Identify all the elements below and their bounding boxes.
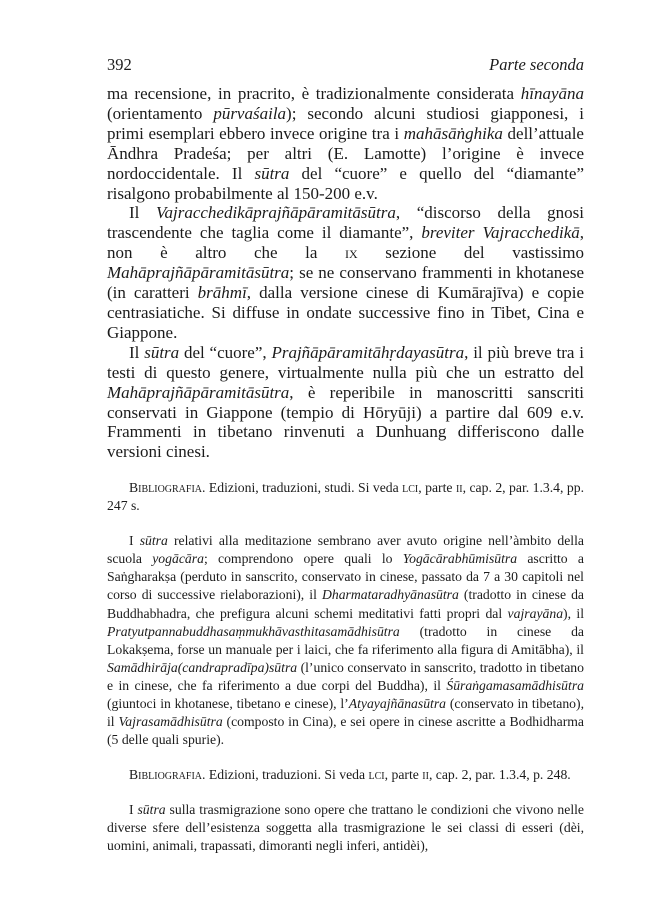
paragraph-2: Il Vajracchedikāprajñāpāramitāsūtra, “discorso della gnosi trascendente che taglia come il diamante”, breviter Vajracchedikā, non è altro che la ix sezione del vastissimo Mahāprajñāpāramitāsūtra; se ne conservano frammenti in khotanese (in caratteri brāhmī, dalla versione cinese di Kumārajīva) e copie centrasiatiche. Si diffuse in ondate successive fino in Tibet, Cina e Giappone. bbox=[107, 203, 585, 342]
book-page bbox=[107, 55, 584, 855]
section-title: Parte seconda bbox=[489, 55, 584, 74]
main-text bbox=[107, 84, 584, 462]
running-header bbox=[107, 55, 584, 83]
transmigration-sutra-paragraph: I sūtra sulla trasmigrazione sono opere che trattano le condizioni che vivono nelle diverse sfere dell’esistenza soggetta alla trasmigrazione le sei classi di esseri (dèi, uomini, animali, trapassati, dimoranti negli inferi, antidèi), bbox=[107, 801, 584, 854]
bibliography-2: Bibliografia. Edizioni, traduzioni. Si veda lci, parte ii, cap. 2, par. 1.3.4, p. 248. bbox=[129, 766, 571, 782]
paragraph-3: Il sūtra del “cuore”, Prajñāpāramitāhṛdayasūtra, il più breve tra i testi di questo genere, virtualmente nulla più che un estratto del Mahāprajñāpāramitāsūtra, è reperibile in manoscritti sanscriti conservati in Giappone (tempio di Hōryūji) a partire dal 609 e.v. Frammenti in tibetano rinvenuti a Dunhuang differiscono dalle versioni cinesi. bbox=[107, 342, 584, 462]
bibliography-1: Bibliografia. Edizioni, traduzioni, studi. Si veda lci, parte ii, cap. 2, par. 1.3.4, pp. 247 s. bbox=[107, 480, 584, 514]
paragraph-1: ma recensione, in pracrito, è tradizionalmente considerata hīnayāna (orientamento pūrvaśaila); secondo alcuni studiosi giapponesi, i primi esemplari ebbero invece origine tra i mahāsāṅghika dell’attuale Āndhra Pradeśa; per altri (E. Lamotte) l’origine è invece nordoccidentale. Il sūtra del “cuore” e quello del “diamante” risalgono probabilmente al 150-200 e.v. bbox=[107, 84, 584, 203]
page-number: 392 bbox=[107, 55, 132, 74]
meditation-sutra-paragraph: I sūtra relativi alla meditazione sembrano aver avuto origine nell’àmbito della scuola yogācāra; comprendono opere quali lo Yogācārabhūmisūtra ascritto a Saṅgharakṣa (perduto in sanscrito, conservato in cinese, passato da 7 a 30 capitoli nel corso di successive rielaborazioni), il Dharmataradhyānasūtra (tradotto in cinese da Buddhabhadra, che prefigura alcuni schemi meditativi fatti propri dal vajrayāna), il Pratyutpannabuddhasaṃmukhāvasthitasamādhisūtra (tradotto in cinese da Lokakṣema, forse un manuale per i laici, che fa riferimento alla figura di Amitābha), il Samādhirāja(candrapradīpa)sūtra (l’unico conservato in sanscrito, tradotto in tibetano e in cinese, che fa riferimento a due corpi del Buddha), il Śūraṅgamasamādhisūtra (giuntoci in khotanese, tibetano e cinese), l’Atyayajñānasūtra (conservato in tibetano), il Vajrasamādhisūtra (composto in Cina), e sei opere in cinese ascritte a Bodhidharma (5 delle quali spurie). bbox=[107, 533, 584, 747]
